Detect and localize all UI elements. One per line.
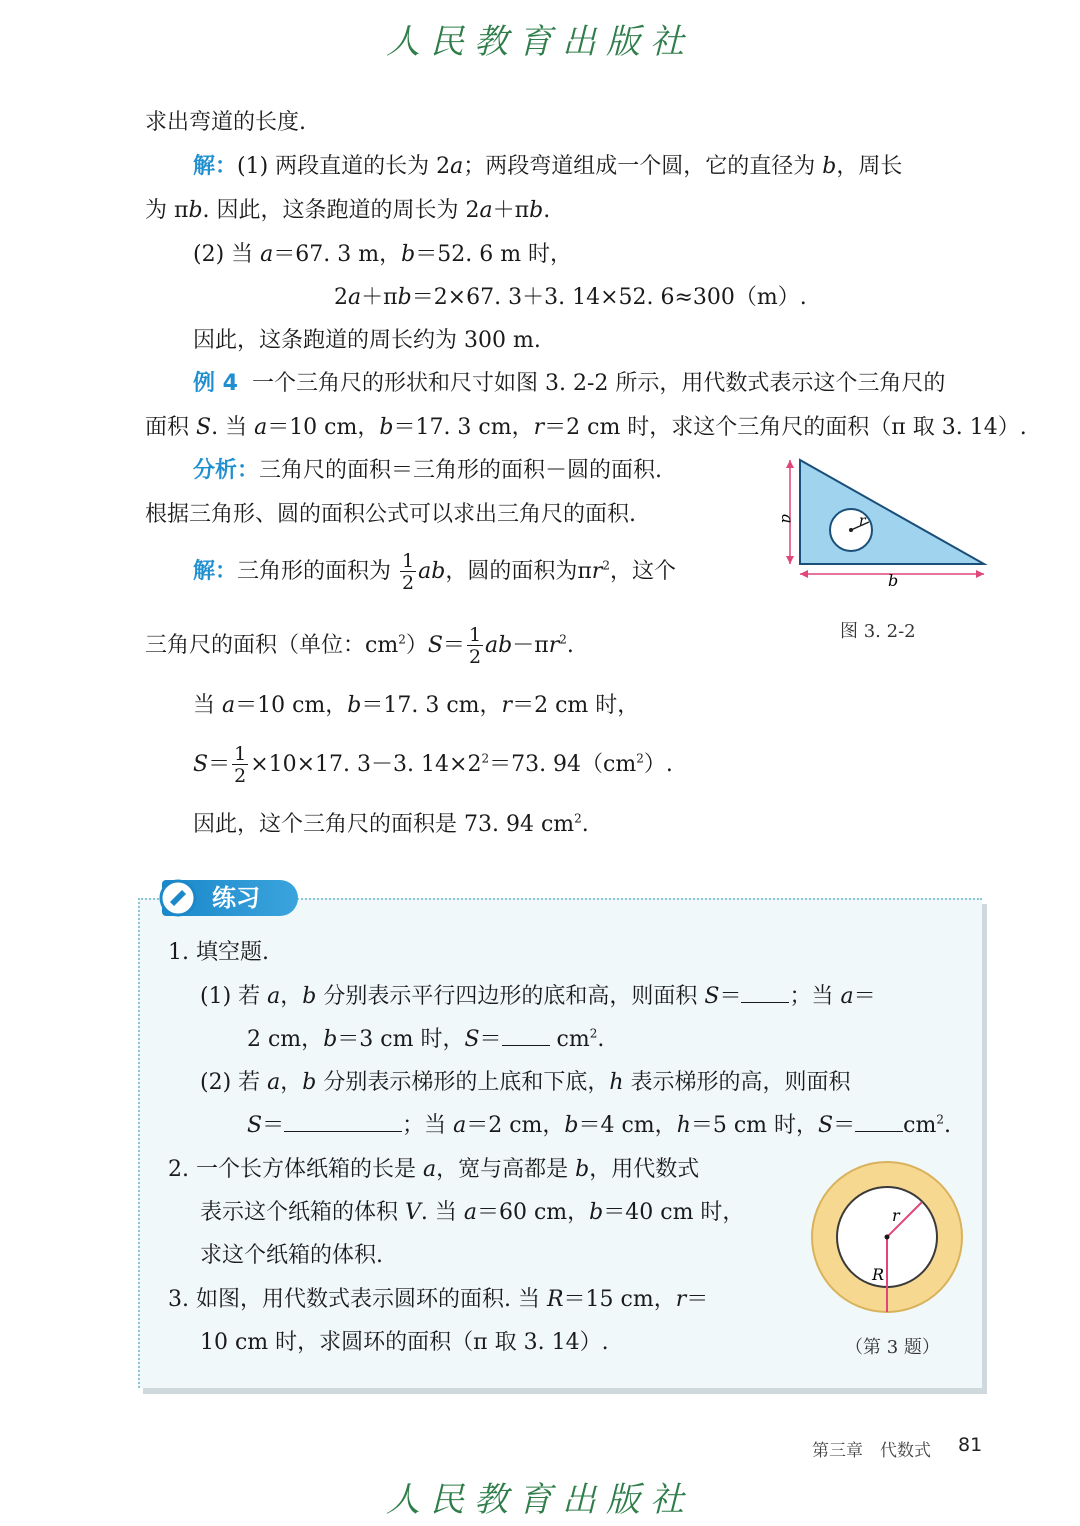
analysis-label: 分析： [193, 458, 260, 483]
solution-1-line-1: 解：(1) 两段直道的长为 2a；两段弯道组成一个圆，它的直径为 b，周长 [193, 154, 903, 179]
solution-2-line-2: 三角尺的面积（单位：$cm^2)S=$ $\frac{1}{2}$ $ab-\pi r^2$. [145, 623, 574, 668]
question-2-line-2: 表示这个纸箱的体积 V. 当 a＝60 cm，b＝40 cm 时， [200, 1200, 745, 1225]
pencil-icon [158, 878, 198, 918]
question-3-line-1: 3. 如图，用代数式表示圆环的面积. 当 R＝15 cm，r＝ [168, 1287, 709, 1312]
question-1-1-line-1: (1) 若 a，b 分别表示平行四边形的底和高，则面积 S＝ ；当 a＝ [200, 984, 876, 1009]
question-1-title: 1. 填空题. [168, 940, 269, 965]
triangle-shape [800, 460, 984, 564]
question-1-1-line-2: 2 cm，b＝3 cm 时，$S= cm^2$. [247, 1026, 605, 1052]
annulus-figure [808, 1158, 968, 1318]
height-label: a [778, 514, 797, 524]
equation-2: S＝ $\frac{1}{2}$ ×10×17. 3－3. $14\times 2^2=73$. $94(cm^2)$. [193, 742, 673, 787]
example-4-line-2: 面积 S. 当 a＝10 cm，b＝17. 3 cm，r＝2 cm 时，求这个三角尺的面积（π 取 3. 14）. [145, 415, 1027, 440]
publisher-logo-bottom: 人民教育出版社 [386, 1480, 694, 1520]
figure-caption: 图 3. 2-2 [840, 621, 916, 642]
conclusion-1: 因此，这条跑道的周长约为 300 m. [193, 328, 541, 353]
practice-title: 练习 [212, 884, 260, 912]
analysis-line-1: 分析：三角尺的面积＝三角形的面积－圆的面积. [193, 458, 663, 483]
example-4-line-1: 例 4 一个三角尺的形状和尺寸如图 3. 2-2 所示，用代数式表示这个三角尺的 [193, 371, 946, 396]
question-1-2-line-2: S＝ ；当 a＝2 cm，b＝4 cm，h＝5 cm 时，$S= cm^2$. [247, 1112, 951, 1138]
solution-label: 解： [193, 154, 238, 179]
part-2-line: (2) 当 a＝67. 3 m，b＝52. 6 m 时， [193, 242, 573, 267]
answer-blank[interactable] [855, 1111, 903, 1132]
fraction-half: $\frac{1}{2}$ [468, 623, 482, 668]
inner-radius-label: r [892, 1206, 900, 1225]
triangle-ruler-figure [770, 452, 1000, 602]
figure-3-caption: （第 3 题） [845, 1337, 940, 1358]
answer-blank[interactable] [741, 982, 789, 1003]
example-label: 例 4 [193, 371, 238, 396]
question-2-line-1: 2. 一个长方体纸箱的长是 a，宽与高都是 b，用代数式 [168, 1157, 700, 1182]
question-1-2-line-1: (2) 若 a，b 分别表示梯形的上底和下底，h 表示梯形的高，则面积 [200, 1070, 851, 1095]
solution-1-line-2: 为 πb. 因此，这条跑道的周长为 2a＋πb. [145, 198, 551, 223]
fraction-half: $\frac{1}{2}$ [402, 549, 415, 594]
when-line: 当 a＝10 cm，b＝17. 3 cm，r＝2 cm 时， [193, 693, 640, 718]
answer-blank[interactable] [502, 1025, 550, 1046]
answer-blank[interactable] [284, 1111, 402, 1132]
outer-radius-label: R [872, 1265, 885, 1284]
page-number: 81 [958, 1434, 983, 1456]
question-2-line-3: 求这个纸箱的体积. [200, 1243, 383, 1268]
chapter-label: 第三章 代数式 [812, 1441, 931, 1461]
radius-label: r [859, 513, 866, 529]
solution-2-line-1: 解：三角形的面积为 $\frac{1}{2}$ ab，圆的面积为$\pi r^2$，这个 [193, 549, 676, 594]
conclusion-2: 因此，这个三角尺的面积是 73. 94 $cm^2$. [193, 811, 589, 837]
fraction-half: $\frac{1}{2}$ [234, 742, 247, 787]
analysis-line-2: 根据三角形、圆的面积公式可以求出三角尺的面积. [145, 502, 636, 527]
base-label: b [888, 571, 899, 590]
publisher-logo-top: 人民教育出版社 [386, 22, 694, 62]
question-3-line-2: 10 cm 时，求圆环的面积（π 取 3. 14）. [200, 1330, 609, 1355]
equation-1: 2a＋πb＝2×67. 3＋3. 14×52. 6≈300（m）. [334, 285, 807, 310]
solution-label: 解： [193, 559, 238, 584]
text-line: 求出弯道的长度. [145, 110, 306, 135]
